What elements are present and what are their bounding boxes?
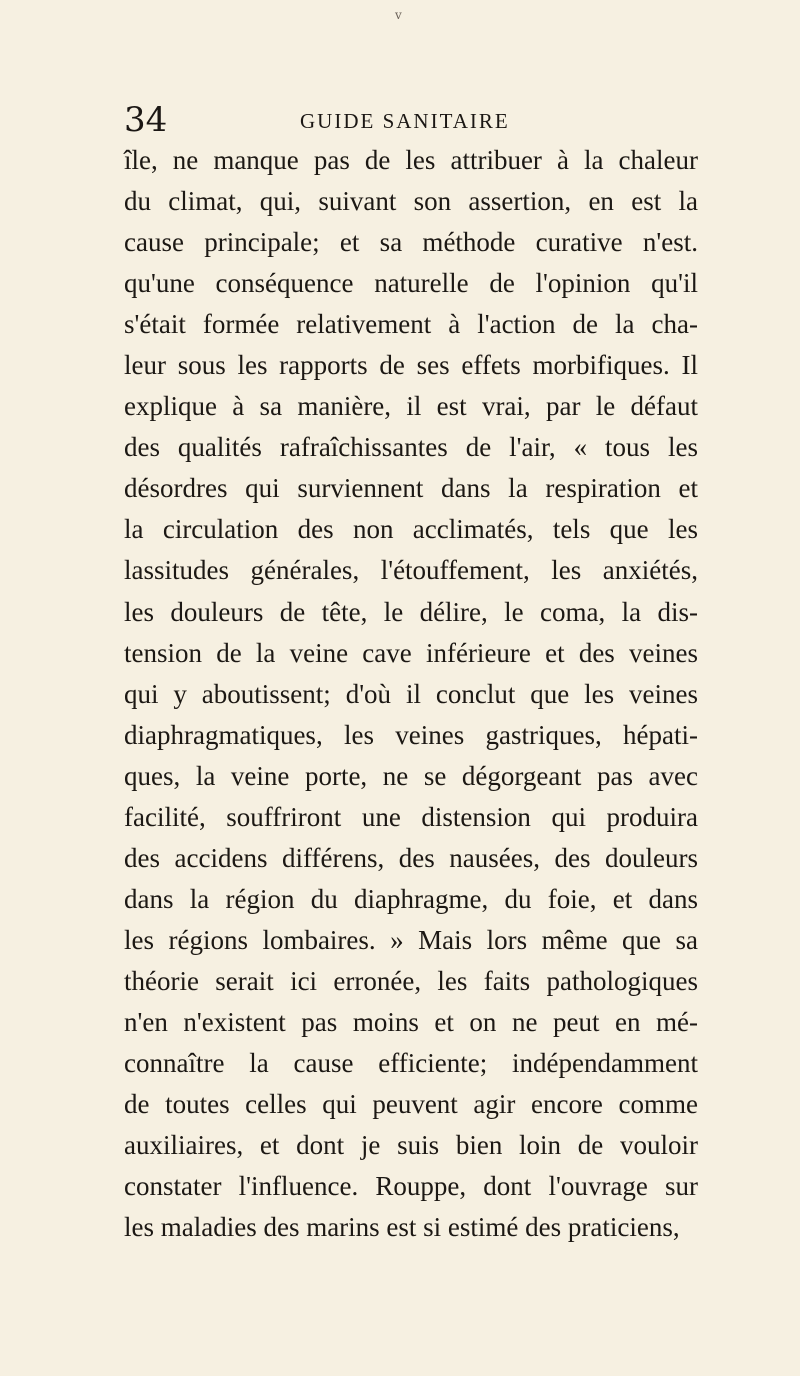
text-line: des qualités rafraîchissantes de l'air, « tous les — [124, 432, 698, 463]
text-line: s'était formée relativement à l'action de la cha- — [124, 309, 698, 340]
body-text — [124, 140, 698, 1248]
text-line: les régions lombaires. » Mais lors même que sa — [124, 924, 698, 955]
text-line: explique à sa manière, il est vrai, par le défaut — [124, 391, 698, 422]
text-line: diaphragmatiques, les veines gastriques, hépati- — [124, 719, 698, 750]
top-mark: v — [395, 8, 402, 22]
running-title: GUIDE SANITAIRE — [300, 109, 510, 133]
text-line: constater l'influence. Rouppe, dont l'ouvrage sur — [124, 1171, 698, 1202]
text-line: qu'une conséquence naturelle de l'opinion qu'il — [124, 268, 698, 299]
page-number: 34 — [124, 100, 168, 140]
text-line: du climat, qui, suivant son assertion, en est la — [124, 186, 698, 217]
text-line: dans la région du diaphragme, du foie, et dans — [124, 883, 698, 914]
text-line: île, ne manque pas de les attribuer à la chaleur — [124, 145, 698, 175]
page-header — [124, 100, 700, 140]
text-line: la circulation des non acclimatés, tels que les — [124, 514, 698, 545]
text-line: des accidens différens, des nausées, des douleurs — [124, 842, 698, 873]
text-line: désordres qui surviennent dans la respiration et — [124, 473, 698, 504]
text-line: connaître la cause efficiente; indépendamment — [124, 1048, 698, 1079]
text-line: de toutes celles qui peuvent agir encore comme — [124, 1089, 698, 1120]
text-line: qui y aboutissent; d'où il conclut que les veines — [124, 678, 698, 709]
text-line: lassitudes générales, l'étouffement, les anxiétés, — [124, 555, 698, 586]
text-line: n'en n'existent pas moins et on ne peut en mé- — [124, 1006, 698, 1037]
text-line: leur sous les rapports de ses effets morbifiques. Il — [124, 350, 698, 381]
text-line: les douleurs de tête, le délire, le coma, la dis- — [124, 596, 698, 627]
text-line: auxiliaires, et dont je suis bien loin de vouloir — [124, 1130, 698, 1161]
text-line: les maladies des marins est si estimé des praticiens, — [124, 1212, 680, 1243]
text-line: facilité, souffriront une distension qui produira — [124, 801, 698, 832]
text-line: tension de la veine cave inférieure et des veines — [124, 637, 698, 668]
text-line: cause principale; et sa méthode curative n'est. — [124, 227, 698, 258]
text-line: théorie serait ici erronée, les faits pathologiques — [124, 965, 698, 996]
text-line: ques, la veine porte, ne se dégorgeant pas avec — [124, 760, 698, 791]
